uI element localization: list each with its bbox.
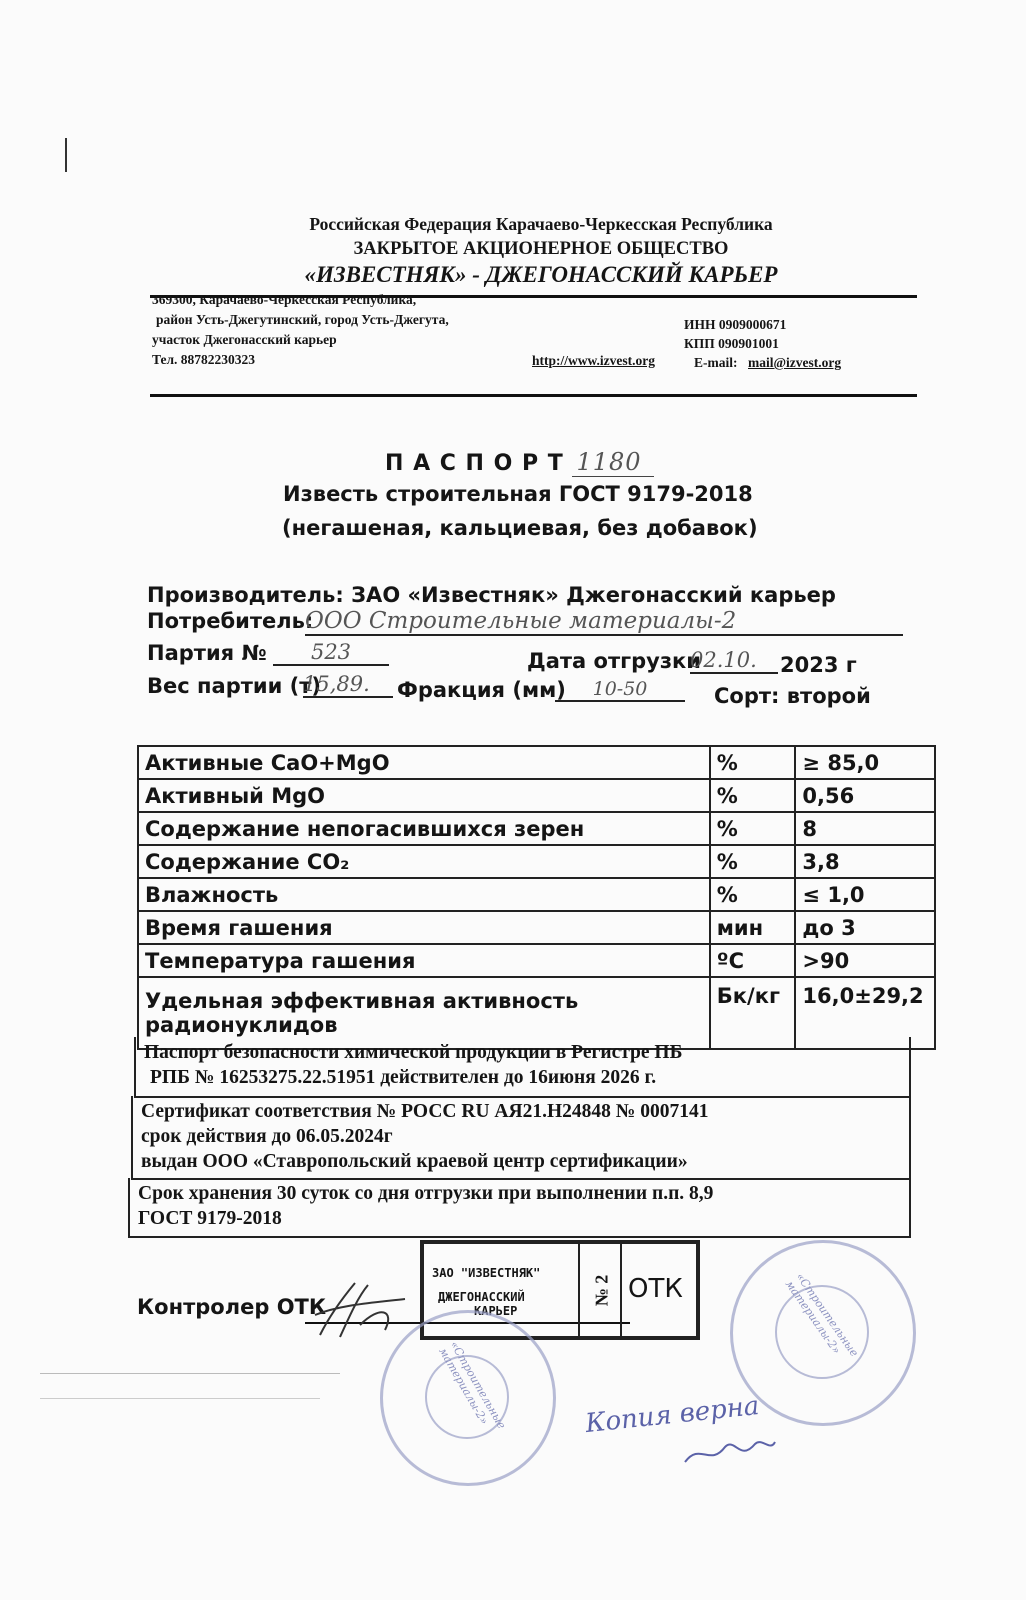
- certificate-box: [131, 1096, 911, 1180]
- email-link[interactable]: mail@izvest.org: [748, 355, 842, 370]
- stamp-org-line-2: ДЖЕГОНАССКИЙ: [438, 1290, 525, 1304]
- copy-signature: [680, 1432, 780, 1472]
- param-name: Активные CaO+MgO: [138, 746, 710, 779]
- stamp-divider: [578, 1244, 580, 1336]
- address-line: район Усть-Джегутинский, город Усть-Джегута,: [156, 312, 449, 327]
- weight-label: Вес партии (т): [147, 674, 321, 698]
- param-unit: ºС: [710, 944, 796, 977]
- address-line: 369300, Карачаево-Черкесская Республика,: [152, 292, 417, 307]
- param-name: Содержание непогасившихся зерен: [138, 812, 710, 845]
- storage-box: [128, 1178, 911, 1238]
- param-name: Время гашения: [138, 911, 710, 944]
- ship-year: 2023 г: [780, 653, 857, 677]
- certificate-line-2: срок действия до 06.05.2024г: [141, 1126, 393, 1147]
- safety-passport-box: [134, 1037, 911, 1098]
- param-value: 0,56: [795, 779, 935, 812]
- table-row: [138, 779, 935, 812]
- param-name: Активный MgO: [138, 779, 710, 812]
- email-label: E-mail:: [694, 355, 738, 370]
- product-description: (негашеная, кальциевая, без добавок): [282, 516, 758, 540]
- param-unit: %: [710, 746, 796, 779]
- param-name: Содержание CO₂: [138, 845, 710, 878]
- consumer-label: Потребитель:: [147, 609, 314, 633]
- stamp-org-line-1: ЗАО "ИЗВЕСТНЯК": [432, 1266, 541, 1280]
- stamp-otk: ОТК: [628, 1274, 683, 1304]
- param-value: до 3: [795, 911, 935, 944]
- param-name: Температура гашения: [138, 944, 710, 977]
- param-unit: %: [710, 779, 796, 812]
- param-value: 16,0±29,2: [795, 977, 935, 1049]
- manufacturer-value: ЗАО «Известняк» Джегонасский карьер: [351, 583, 836, 607]
- passport-title: [385, 448, 654, 476]
- table-row: [138, 944, 935, 977]
- ship-date-label: Дата отгрузки: [527, 649, 701, 673]
- manufacturer-label: Производитель:: [147, 583, 344, 607]
- company-name: «ИЗВЕСТНЯК» - ДЖЕГОНАССКИЙ КАРЬЕР: [304, 262, 778, 287]
- storage-line-2: ГОСТ 9179-2018: [138, 1208, 282, 1229]
- fraction-label: Фракция (мм): [397, 678, 566, 702]
- ship-date-value: 02.10.: [690, 648, 778, 674]
- scan-line: [40, 1373, 340, 1374]
- address-line: участок Джегонасский карьер: [152, 332, 337, 347]
- consumer-value: ООО Строительные материалы-2: [305, 608, 903, 636]
- product-line: Известь строительная ГОСТ 9179-2018: [283, 482, 753, 506]
- round-stamp-text: «Строительные материалы-2»: [782, 1270, 861, 1360]
- round-stamp-text: «Строительные материалы-2»: [436, 1338, 509, 1432]
- grade: Сорт: второй: [714, 684, 871, 708]
- passport-title-text: П А С П О Р Т: [385, 451, 564, 476]
- manufacturer-row: [147, 583, 836, 607]
- param-unit: Бк/кг: [710, 977, 796, 1049]
- param-name: Удельная эффективная активность радионуклидов: [138, 977, 710, 1049]
- stamp-divider: [620, 1244, 622, 1336]
- header-line-1: Российская Федерация Карачаево-Черкесская Республика: [309, 214, 773, 234]
- fraction-value: 10-50: [555, 678, 685, 702]
- scan-mark: [65, 138, 67, 172]
- certificate-line-3: выдан ООО «Ставропольский краевой центр сертификации»: [141, 1151, 688, 1172]
- passport-number: 1180: [572, 448, 653, 477]
- param-name: Влажность: [138, 878, 710, 911]
- header-rule-bottom: [150, 394, 917, 397]
- batch-value: 523: [273, 640, 389, 666]
- safety-line-1: Паспорт безопасности химической продукции в Регистре ПБ: [144, 1042, 683, 1063]
- param-value: 3,8: [795, 845, 935, 878]
- copy-note: Копия верна: [583, 1390, 761, 1440]
- table-row: [138, 812, 935, 845]
- table-row: [138, 878, 935, 911]
- weight-value: 15,89.: [303, 672, 393, 698]
- param-value: ≥ 85,0: [795, 746, 935, 779]
- parameters-table: [137, 745, 936, 1050]
- table-row: [138, 911, 935, 944]
- controller-label: Контролер ОТК: [137, 1295, 327, 1319]
- stamp-org-line-3: КАРЬЕР: [474, 1304, 518, 1318]
- header-line-2: ЗАКРЫТОЕ АКЦИОНЕРНОЕ ОБЩЕСТВО: [353, 239, 729, 259]
- kpp: КПП 090901001: [684, 336, 779, 351]
- param-unit: %: [710, 812, 796, 845]
- param-unit: %: [710, 845, 796, 878]
- address-block: [152, 290, 449, 370]
- param-unit: %: [710, 878, 796, 911]
- inn: ИНН 0909000671: [684, 317, 787, 332]
- batch-label: Партия №: [147, 641, 267, 665]
- safety-line-2: РПБ № 16253275.22.51951 действителен до 16июня 2026 г.: [150, 1067, 657, 1088]
- storage-line-1: Срок хранения 30 суток со дня отгрузки при выполнении п.п. 8,9: [138, 1183, 714, 1204]
- website-link[interactable]: http://www.izvest.org: [532, 353, 655, 368]
- controller-signature: [300, 1275, 420, 1345]
- param-unit: мин: [710, 911, 796, 944]
- param-value: 8: [795, 812, 935, 845]
- certificate-line-1: Сертификат соответствия № РОСС RU АЯ21.Н24848 № 0007141: [141, 1101, 709, 1122]
- table-row: [138, 845, 935, 878]
- phone: Тел. 88782230323: [152, 352, 256, 367]
- param-value: >90: [795, 944, 935, 977]
- scan-line: [40, 1398, 320, 1399]
- stamp-number: № 2: [591, 1274, 612, 1307]
- param-value: ≤ 1,0: [795, 878, 935, 911]
- table-row: [138, 746, 935, 779]
